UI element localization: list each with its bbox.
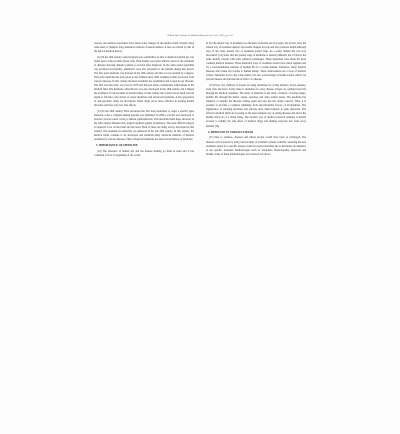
journal-page <box>94 34 306 364</box>
running-header: R.Rose Int'l Journal of Medical Research Vol. 1(1), 2012, pp. 1-8 <box>167 34 233 37</box>
paragraph: [14] The existence of human life and the disease striking go hand in hand and it has continued to flow. In beginning of the world, <box>94 150 194 158</box>
paragraph: [17] Due to sickness, diseases and illness people would have been so privileged. The diseases can be treated by using various kinds of treatment options available. Selecting the best treatment option for a specific disease would be worth coinciding due to the merits and demerits of the specific treatment methodologies such as Allopathic, Homoeopathy, Ayurveda and Siddha. Some of these methodologies are reviewed as follows. <box>206 136 306 156</box>
paragraph: [12] In the 19th century some hospitals were established. At first a chemical material gas was found and it reduced white blood cells. Then insulin was found which is used for the treatment of diabetes showing diabetic patients to survive after diagnosis. In the same period penicillin was produced successfully. Antibiotics were also prevented to the patients during that period. The first polio medicine was licensed in the 19th century and this act was reached by congress. This polio medicine has been given to the children since 1950 resulting in their protection from various diseases. In this century the heart treatment has established and is used in eye disorder. The first test tube baby was born in 1978 and this has made a remarkable achievement in the medical field. The medicine called Prozac was also developed in the 19th century and it helped the treatment of various kinds of mental illness. In this century the overall cancer death rate has begun to fall due to the arrival of cancer medicines and advanced treatments. A new generation of anti-psychotic drugs are introduced. These drugs prove more effective in treating mental disorders and have very few side effects. <box>94 55 194 108</box>
paragraph: reasons, the medical researchers have made some changes in the medical field, thereby using some kind of chemical drug substances instead of natural method. A new era started by this in the field of medical history. <box>94 42 194 54</box>
paragraph: [13] In the 20th century FDA developed the first drug medicines to target a specific gene mutation. Later a complete human genome was published. In 2006 a vaccine was developed to prevent cervical cancer owing to human papillomavirus. This medicine made huge advances in the 20th century. Besides that, surgical methods gained prominence. The most difficult surgery is expected to be on the brain and the heart. Both of these are being slowly developed in this century. The treatment for infertility are enhanced in the late 20th century. In this century, the medical fields continue to be developed and establish many advanced methods of medical treatment for various diseases. These advanced treatments are based on the history of medicine. <box>94 109 194 142</box>
two-column-body <box>94 42 306 160</box>
section-heading: 4. MEDICINE IN VARIOUS FIELDS <box>208 130 254 134</box>
right-column <box>206 42 306 160</box>
paragraph: [15] Every day, millions of people are using medicines for curing diabetes, blood pressure, body pain and fever. Today there is medicine for every disease. People are getting better life through the medical treatment. The study of medicine is the study of history of living beings, healthy life through the habits, sleeps, exercises and other related issues. The medicine has tendency to identify the diseases arising again and also has the curing capacity. Thus, it is possible to provide a complete immunity from uncontrollable factors of environment. The significance of studying medicine and striving more improvements is quite important. The efforts in medical fields are focusing on the best treatment way of curing diseases and add to the healthy lifecycle of a living being. The modern way of medical research attempts is mainly focused to solidify the side effect of medical drugs and making everyone free from every mistake [16]. <box>206 84 306 128</box>
paragraph: in fact the natural way of treatment was the most preferable one by people, but in later years the natural way of treatment delivers favourable changes in body and also promotes health although days of the cures, natural way of treatment doesn't help. As a result, human life was very disordered. [14] states that the present stage of medicine is entirely different, but it follows the same ancient concept with some chemical advantages. These medicines were made the most common medical diseases. These medicinal ways of treatment doesn't have much regimen and it's a well-established standard of healing life in a certain manner. Therefore, many medical diseases don't make any trouble to human beings. These achievements are a boon of medical science. Medicine is not only some matter, but also is knowledge in health science which can prevent disease and alleviate the ill effect of a disease. <box>206 42 306 82</box>
left-column <box>94 42 194 160</box>
section-heading: 3. IMPORTANCE OF MEDICINE <box>96 144 138 148</box>
